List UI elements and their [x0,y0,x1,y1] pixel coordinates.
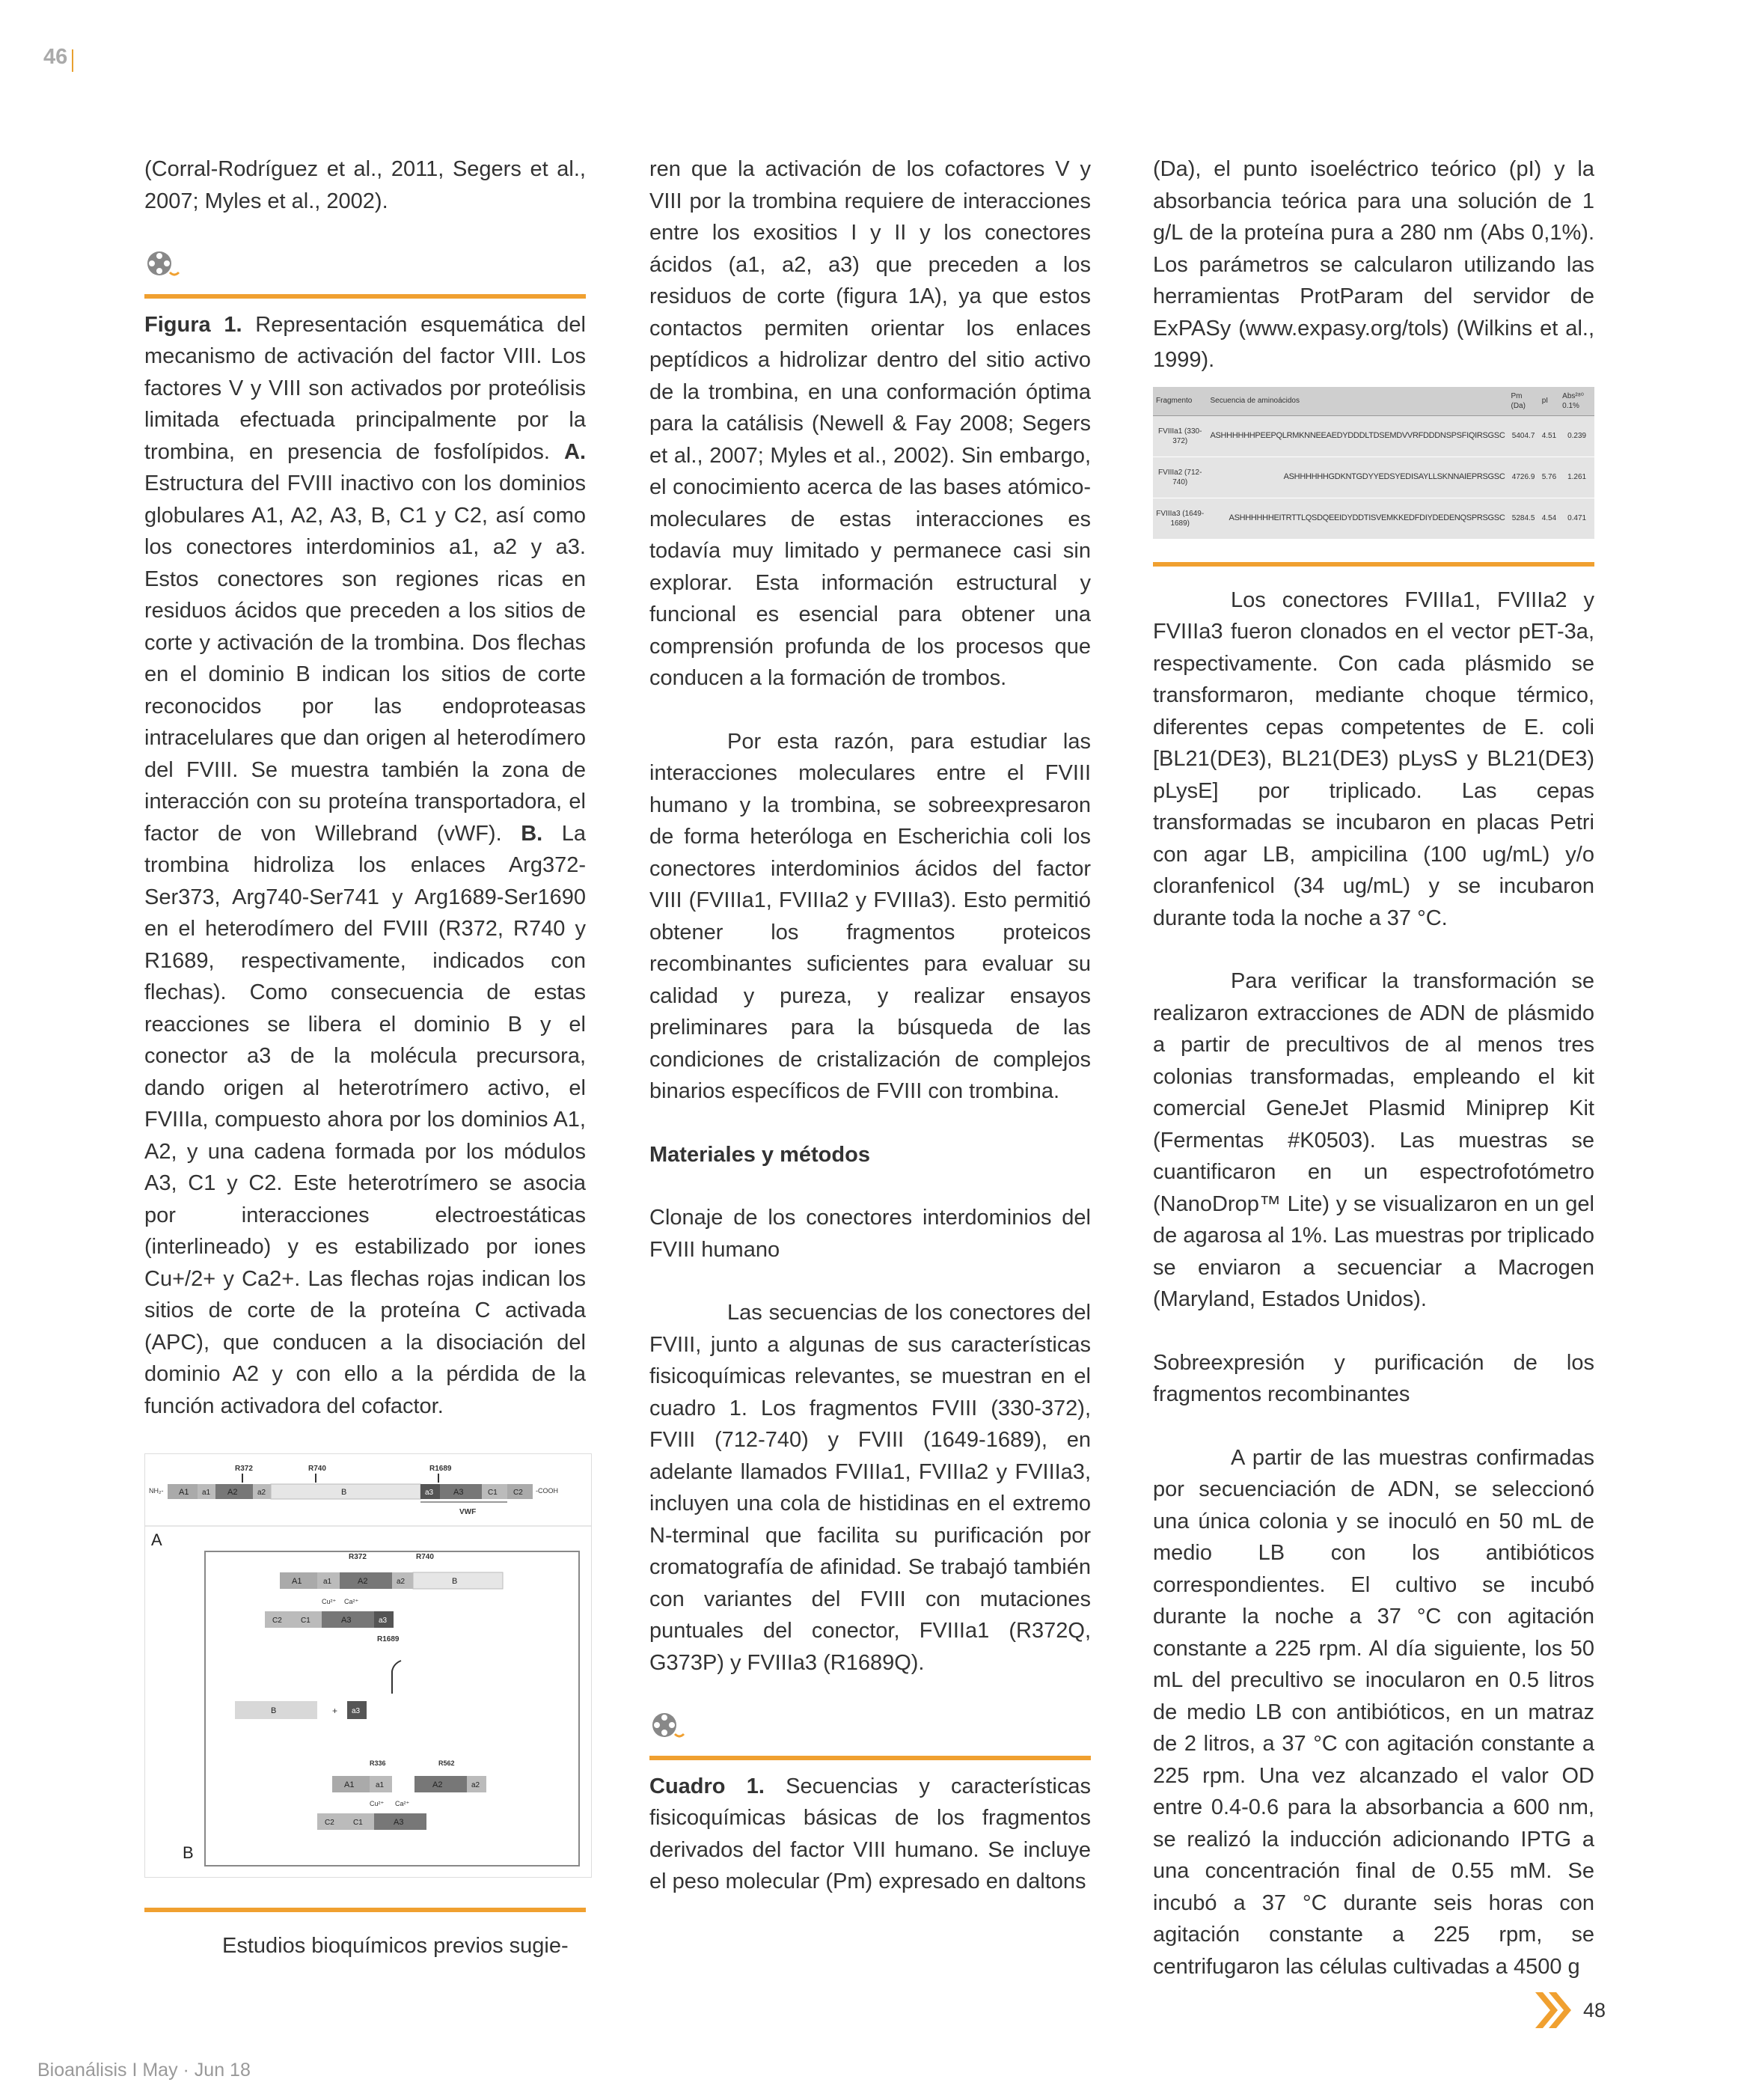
subsection-heading: Sobreexpresión y purificación de los fragmentos recombinantes [1153,1350,1594,1406]
svg-text:A3: A3 [394,1818,404,1827]
svg-text:R740: R740 [416,1553,434,1561]
figure-1-diagram [144,1453,592,1878]
table-header: Secuencia de aminoácidos [1207,387,1508,416]
svg-text:a3: a3 [379,1617,388,1625]
double-chevron-icon [1534,1989,1573,2031]
table-row: FVIIIa2 (712-740) ASHHHHHHGDKNTGDYYEDSYEDISAYLLSKNNAIEPRSGSC 4726.9 5.76 1.261 [1153,457,1594,498]
svg-text:Ca²⁺: Ca²⁺ [344,1598,359,1605]
orange-rule [649,1756,1091,1760]
table-header: Fragmento [1153,387,1207,416]
paragraph-4: A partir de las muestras confirmadas por secuenciación de ADN, se seleccionó una única colonia y se inoculó en 50 mL de medio LB con los antibióticos correspondientes. El cultivo se incubó durante la noche a 37 °C con agitación constante a 225 rpm. Al día siguiente, los 50 mL del precultivo se inocularon en 0.5 litros de medio LB con antibióticos, en un matraz de 2 litros, a 37 °C con agitación constante a 225 rpm. Una vez alcanzado el valor OD entre 0.4-0.6 para la absorbancia a 600 nm, se realizó la inducción adicionando IPTG a una concentración final de 0.55 mM. Se incubó a 37 °C durante seis horas con agitación constante a 225 rpm, se centrifugaron las células cultivadas a 4500 g [1153,1445,1594,1979]
table-header: Abs²⁸⁰ 0.1% [1559,387,1594,416]
panel-b-label: B [183,1843,194,1862]
svg-text:A2: A2 [432,1780,443,1789]
svg-text:R372: R372 [349,1553,367,1561]
svg-text:A2: A2 [358,1577,368,1586]
journal-footer: Bioanálisis I May · Jun 18 [37,2060,251,2081]
figure-caption: Figura 1. Representación esquemática del mecanismo de activación del factor VIII. Los factores V y VIII son activados por proteólisis limitada efectuada principalmente por la trombina, en presencia de fosfolípidos. A. Estructura del FVIII inactivo con los dominios globulares A1, A2, A3, B, C1 y C2, así como los conectores interdominios a1, a2 y a3. Estos conectores son regiones ricas en residuos ácidos que preceden a los sitios de corte y activación de la trombina. Dos flechas en el dominio B indican los sitios de corte reconocidos por las endoproteasas intracelulares que dan origen al heterodímero del FVIII. Se muestra también la zona de interacción con su proteína transportadora, el factor de von Willebrand (vWF). B. La trombina hidroliza los enlaces Arg372-Ser373, Arg740-Ser741 y Arg1689-Ser1690 en el heterodímero del FVIII (R372, R740 y R1689, respectivamente, indicados con flechas). Como consecuencia de estas reacciones se libera el dominio B y el conector a3 de la molécula precursora, dando origen al heterotrímero activo, el FVIIIa, compuesto ahora por los dominios A1, A2, y una cadena formada por los módulos A3, C1 y C2. Este heterotrímero se asocia por interacciones electroestáticas (interlineado) y es estabilizado por iones Cu+/2+ y Ca2+. Las flechas rojas indican los sitios de corte de la proteína C activada (APC), que conducen a la disociación del dominio A2 y con ello a la pérdida de la función activadora del cofactor. [144,312,587,1418]
svg-text:a1: a1 [323,1578,332,1586]
table-header: Pm (Da) [1508,387,1539,416]
label-r1689: R1689 [429,1465,452,1473]
film-reel-icon [649,1710,685,1740]
text-a3s: a3 [425,1489,434,1497]
orange-rule [1153,562,1594,567]
svg-text:Ca²⁺: Ca²⁺ [395,1800,410,1807]
text-b: B [341,1488,347,1497]
label-nh2: NH₂- [149,1487,164,1495]
svg-text:B: B [271,1706,277,1715]
text-c1: C1 [488,1489,498,1497]
svg-text:C1: C1 [353,1819,363,1827]
text-a1: A1 [179,1488,189,1497]
paragraph-3: Las secuencias de los conectores del FVIII, junto a algunas de sus características fisicoquímicas relevantes, se muestran en el cuadro 1. Los fragmentos FVIII (330-372), FVIII (712-740) y FVIII (1649-1689), en adelante llamados FVIIIa1, FVIIIa2 y FVIIIa3, incluyen una cola de histidinas en el extremo N-terminal que facilita su purificación por cromatografía de afinidad. Se trabajó también con variantes del FVIII con mutaciones puntuales del conector, FVIIIa1 (R372Q, G373P) y FVIIIa3 (R1689Q). [649,1301,1091,1675]
label-r372: R372 [235,1465,253,1473]
orange-rule [144,294,586,299]
subsection-heading: Clonaje de los conectores interdominios del FVIII humano [649,1206,1091,1262]
svg-text:a3: a3 [352,1707,361,1715]
column-2 [649,153,1091,1929]
svg-text:Cu²⁺: Cu²⁺ [370,1800,385,1807]
svg-text:a2: a2 [397,1578,406,1586]
text-a1s: a1 [202,1489,211,1497]
label-vwf: VWF [459,1508,477,1516]
svg-text:R1689: R1689 [377,1635,400,1643]
label-cooh: -COOH [536,1487,558,1495]
svg-text:A1: A1 [292,1577,302,1586]
svg-text:R336: R336 [370,1759,386,1767]
svg-text:C2: C2 [272,1617,282,1625]
column-1 [144,153,586,1994]
svg-text:+: + [332,1706,338,1716]
page-number-top: 46 [43,45,68,69]
paragraph-1: (Da), el punto isoeléctrico teórico (pI) y la absorbancia teórica para una solución de 1 g/L de la proteína pura a 280 nm (Abs 0,1%). Los parámetros se calcularon utilizando las herramientas ProtParam del servidor de ExPASy (www.expasy.org/tols) (Wilkins et al., 1999). [1153,157,1594,372]
panel-a-label: A [151,1530,162,1549]
svg-text:B: B [452,1577,458,1586]
text-c2: C2 [513,1489,523,1497]
svg-text:C1: C1 [301,1617,310,1625]
table-cuadro-1 [1153,387,1594,540]
paragraph-continued: Estudios bioquímicos previos sugie- [222,1934,569,1958]
svg-text:a2: a2 [471,1781,480,1789]
table-row: FVIIIa3 (1649-1689) ASHHHHHHEITRTTLQSDQEEIDYDDTISVEMKKEDFDIYDEDENQSPRSGSC 5284.5 4.54 0.471 [1153,498,1594,539]
page-number-bottom: 48 [1583,1998,1606,2021]
column-3 [1153,153,1594,2014]
footer-page-indicator [1534,1989,1606,2031]
label-r740: R740 [308,1465,326,1473]
paragraph-citation: (Corral-Rodríguez et al., 2011, Segers et al., 2007; Myles et al., 2002). [144,157,586,213]
text-a3: A3 [453,1488,464,1497]
svg-text:Cu²⁺: Cu²⁺ [322,1598,337,1605]
paragraph-1: ren que la activación de los cofactores V y VIII por la trombina requiere de interacciones entre los exositios I y II y los conectores ácidos (a1, a2, a3) que preceden a los residuos de corte (figura 1A), ya que estos contactos permiten orientar los enlaces peptídicos a hidrolizar dentro del sitio activo de la trombina, en una conformación óptima para la catálisis (Newell & Fay 2008; Segers et al., 2007; Myles et al., 2002). Sin embargo, el conocimiento acerca de las bases atómico-moleculares de estas interacciones es todavía muy limitado y permanece casi sin explorar. Esta información estructural y funcional es esencial para obtener una comprensión profunda de los procesos que conducen a la formación de trombos. [649,157,1091,690]
section-heading: Materiales y métodos [649,1142,870,1167]
svg-text:R562: R562 [438,1759,455,1767]
table-caption: Cuadro 1. Secuencias y características fisicoquímicas básicas de los fragmentos derivados del factor VIII humano. Se incluye el peso molecular (Pm) expresado en daltons [649,1774,1091,1893]
svg-text:a1: a1 [376,1781,385,1789]
text-a2s: a2 [257,1489,266,1497]
text-a2: A2 [227,1488,238,1497]
table-row: FVIIIa1 (330-372) ASHHHHHHPEEPQLRMKNNEEAEDYDDDLTDSEMDVVRFDDDNSPSFIQIRSGSC 5404.7 4.51 0.239 [1153,415,1594,457]
svg-text:A1: A1 [344,1780,355,1789]
paragraph-3: Para verificar la transformación se realizaron extracciones de ADN de plásmido a partir de precultivos de al menos tres colonias transformadas, empleando el kit comercial GeneJet Plasmid Miniprep Kit (Fermentas #K0503). Las muestras se cuantificaron en un espectrofotómetro (NanoDrop™ Lite) y se visualizaron en un gel de agarosa al 1%. Las muestras por triplicado se enviaron a secuenciar a Macrogen (Maryland, Estados Unidos). [1153,969,1594,1311]
orange-rule [144,1908,586,1912]
table-header: pI [1539,387,1559,416]
svg-text:C2: C2 [325,1819,334,1827]
paragraph-2: Los conectores FVIIIa1, FVIIIa2 y FVIIIa3 fueron clonados en el vector pET-3a, respectivamente. Con cada plásmido se transformaron, mediante choque térmico, diferentes cepas competentes de E. coli [BL21(DE3), BL21(DE3) pLysS y BL21(DE3) pLysE] por triplicado. Las cepas transformadas se incubaron en placas Petri con agar LB, ampicilina (100 ug/mL) y/o cloranfenicol (34 ug/mL) y se incubaron durante toda la noche a 37 °C. [1153,587,1594,930]
film-reel-icon [144,248,180,278]
paragraph-2: Por esta razón, para estudiar las interacciones moleculares entre el FVIII humano y la trombina, se sobreexpresaron de forma heteróloga en Escherichia coli los conectores interdominios ácidos del factor VIII (FVIIIa1, FVIIIa2 y FVIIIa3). Esto permitió obtener los fragmentos proteicos recombinantes suficientes para evaluar su calidad y pureza, y realizar ensayos preliminares para la búsqueda de las condiciones de cristalización de complejos binarios específicos de FVIII con trombina. [649,729,1091,1103]
svg-text:A3: A3 [341,1616,352,1625]
